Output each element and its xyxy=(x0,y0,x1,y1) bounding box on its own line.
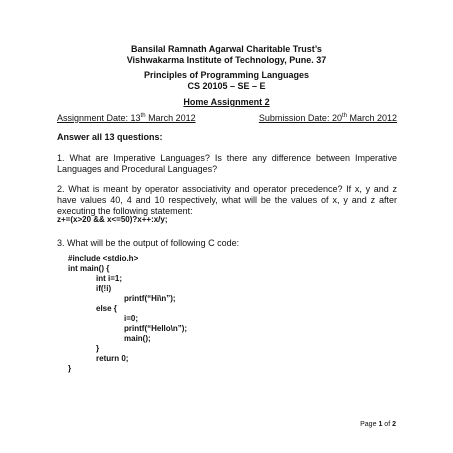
submission-date-sup: th xyxy=(341,113,347,119)
assignment-title-text: Home Assignment 2 xyxy=(183,97,270,107)
code-line-8: printf(“Hello\n”); xyxy=(124,324,188,333)
course-info xyxy=(0,70,453,92)
question-1: 1. What are Imperative Languages? Is there any difference between Imperative Languages and Procedural Languages? xyxy=(57,153,397,174)
assignment-title xyxy=(0,97,453,108)
page-number: 1 xyxy=(378,421,383,428)
code-line-6: else { xyxy=(96,304,117,313)
code-line-5: printf(“Hi\n”); xyxy=(124,294,176,303)
course-code: CS 20105 – SE – E xyxy=(187,81,266,91)
trust-name: Bansilal Ramnath Agarwal Charitable Trust’s xyxy=(131,44,322,54)
of-label: of xyxy=(384,421,391,428)
code-line-9: main(); xyxy=(124,334,151,343)
code-line-7: i=0; xyxy=(124,314,139,323)
code-line-3: int i=1; xyxy=(96,274,123,283)
assignment-date-rest: March 2012 xyxy=(145,113,196,123)
submission-date-rest: March 2012 xyxy=(346,113,397,123)
code-line-12: } xyxy=(68,364,72,373)
question-2: 2. What is meant by operator associativity and operator precedence? If x, y and z have values 40, 4 and 10 respectively, what will be the values of x, y and z after executing the following statement: xyxy=(57,184,397,216)
code-line-11: return 0; xyxy=(96,354,129,363)
code-line-4: if(!i) xyxy=(96,284,112,293)
assignment-date xyxy=(57,113,196,124)
code-line-2: int main() { xyxy=(68,264,110,273)
submission-date-label: Submission Date: 20 xyxy=(258,113,342,123)
document-header xyxy=(0,44,453,66)
code-line-1: #include <stdio.h> xyxy=(68,254,139,263)
question-2-expression: z+=(x>20 && x<=50)?x++:x/y; xyxy=(57,215,168,224)
page-label: Page xyxy=(360,421,377,428)
code-line-10: } xyxy=(96,344,100,353)
submission-date xyxy=(259,113,397,124)
instructions: Answer all 13 questions: xyxy=(57,132,163,142)
question-3: 3. What will be the output of following C code: xyxy=(57,238,240,248)
assignment-date-sup: th xyxy=(140,113,146,119)
institute-name: Vishwakarma Institute of Technology, Pune. 37 xyxy=(126,55,327,65)
page-footer xyxy=(360,420,396,429)
page-total: 2 xyxy=(392,421,396,428)
assignment-date-label: Assignment Date: 13 xyxy=(57,113,141,123)
course-name: Principles of Programming Languages xyxy=(143,70,310,80)
